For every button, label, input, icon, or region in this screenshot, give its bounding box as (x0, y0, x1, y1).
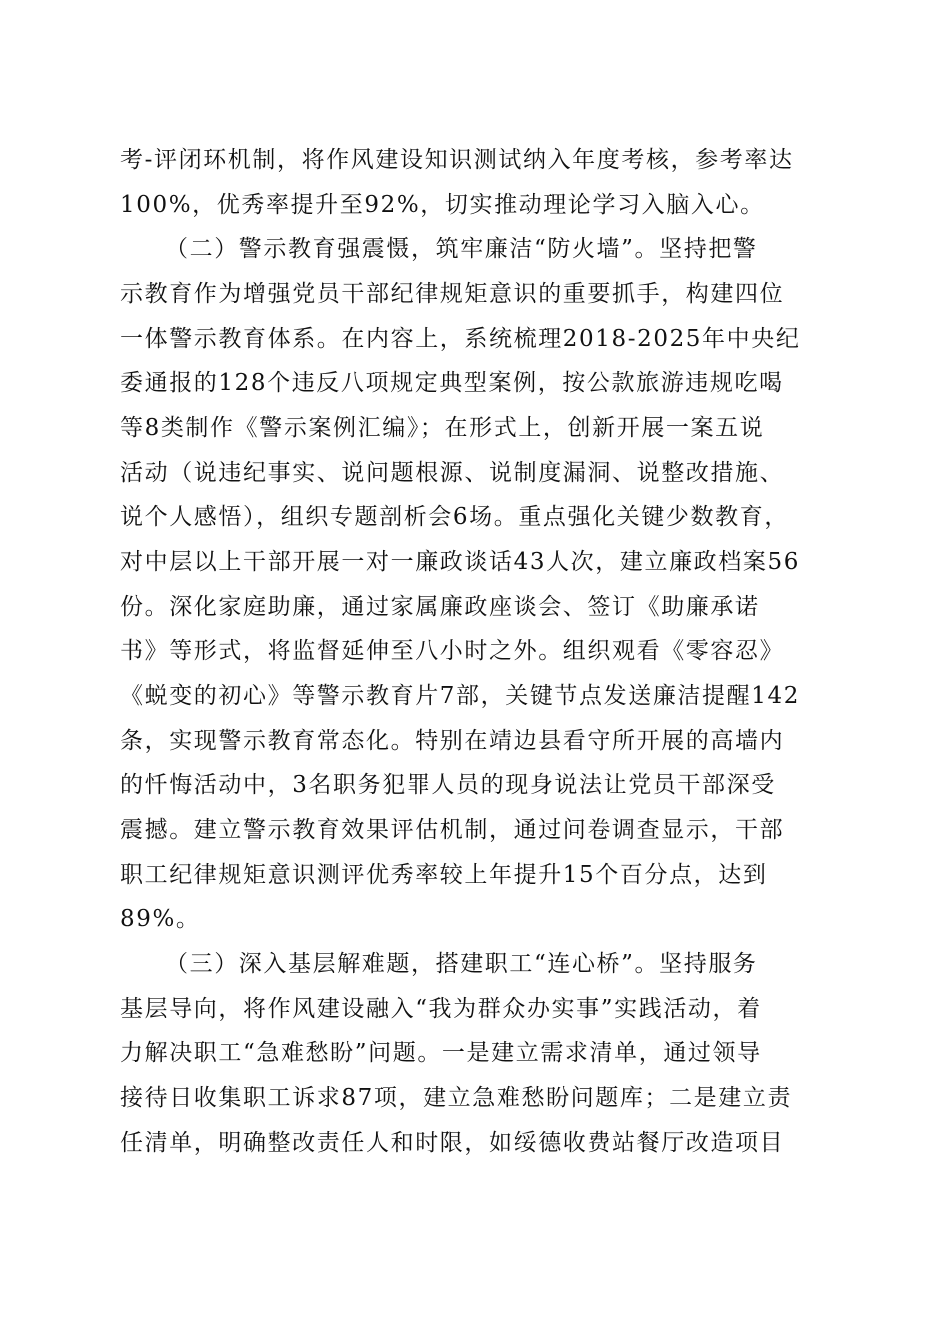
text-line: 职工纪律规矩意识测评优秀率较上年提升15个百分点，达到 (120, 862, 768, 888)
text-line: 接待日收集职工诉求87项，建立急难愁盼问题库；二是建立责 (120, 1085, 793, 1111)
text-line: 《蜕变的初心》等警示教育片7部，关键节点发送廉洁提醒142 (120, 683, 800, 709)
text-line: 等8类制作《警示案例汇编》；在形式上，创新开展一案五说 (120, 415, 765, 441)
text-line: 示教育作为增强党员干部纪律规矩意识的重要抓手，构建四位 (120, 281, 785, 307)
text-line: 份。深化家庭助廉，通过家属廉政座谈会、签订《助廉承诺 (120, 594, 760, 620)
text-line: 震撼。建立警示教育效果评估机制，通过问卷调查显示，干部 (120, 817, 785, 843)
text-line: 89%。 (120, 906, 201, 932)
text-line: 活动（说违纪事实、说问题根源、说制度漏洞、说整改措施、 (120, 460, 785, 486)
text-line: 基层导向，将作风建设融入“我为群众办实事”实践活动，着 (120, 996, 762, 1022)
text-line: 考-评闭环机制，将作风建设知识测试纳入年度考核，参考率达 (120, 147, 794, 173)
text-line: 书》等形式，将监督延伸至八小时之外。组织观看《零容忍》 (120, 638, 785, 664)
text-line: 条，实现警示教育常态化。特别在靖边县看守所开展的高墙内 (120, 728, 785, 754)
text-line: 委通报的128个违反八项规定典型案例，按公款旅游违规吃喝 (120, 370, 784, 396)
text-line: 对中层以上干部开展一对一廉政谈话43人次，建立廉政档案56 (120, 549, 800, 575)
text-line: 说个人感悟），组织专题剖析会6场。重点强化关键少数教育， (120, 504, 789, 530)
text-line: 任清单，明确整改责任人和时限，如绥德收费站餐厅改造项目 (120, 1130, 785, 1156)
text-line: 的忏悔活动中，3名职务犯罪人员的现身说法让党员干部深受 (120, 772, 776, 798)
section-heading-line: （二）警示教育强震慑，筑牢廉洁“防火墙”。坚持把警 (165, 236, 758, 262)
text-line: 力解决职工“急难愁盼”问题。一是建立需求清单，通过领导 (120, 1040, 762, 1066)
text-line: 一体警示教育体系。在内容上，系统梳理2018-2025年中央纪 (120, 326, 801, 352)
section-heading-line: （三）深入基层解难题，搭建职工“连心桥”。坚持服务 (165, 951, 758, 977)
text-line: 100%，优秀率提升至92%，切实推动理论学习入脑入心。 (120, 192, 765, 218)
